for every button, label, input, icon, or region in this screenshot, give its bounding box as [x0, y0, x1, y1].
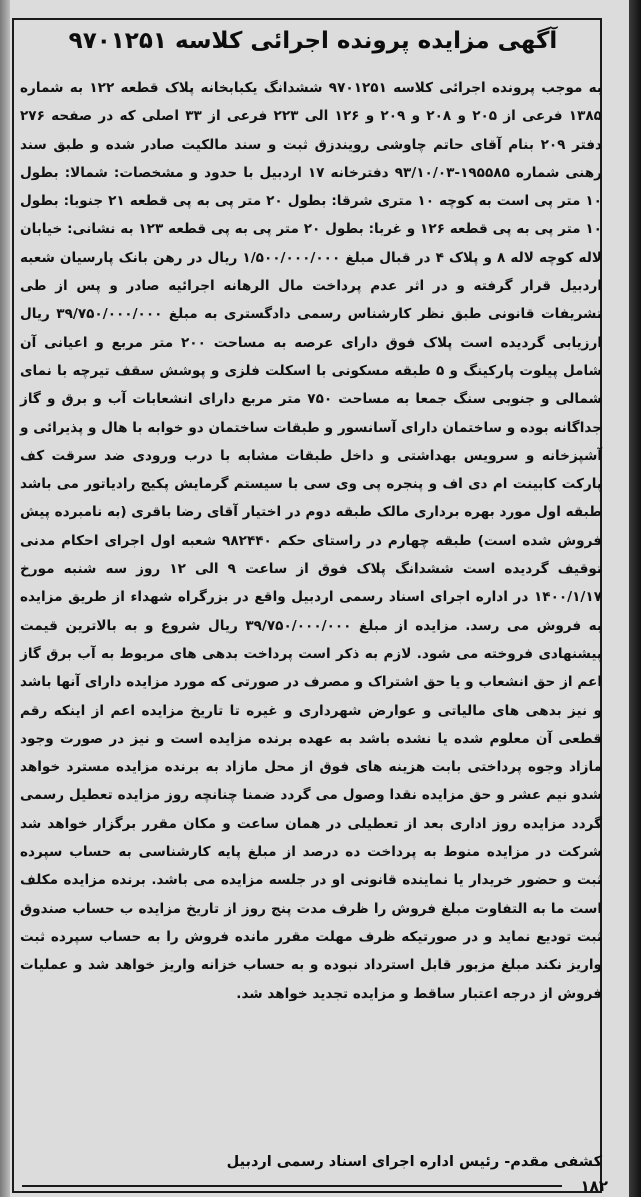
- notice-body: به موجب پرونده اجرائی کلاسه ۹۷۰۱۲۵۱ ششدانگ یکبابخانه پلاک قطعه ۱۲۲ به شماره ۱۳۸۵ فرعی از ۲۰۵ و ۲۰۸ و ۲۰۹ و ۱۲۶ الی ۲۲۳ فرعی از ۳۳ اصلی که در صفحه ۲۷۶ دفتر ۲۰۹ بنام آقای حاتم چاوشی رویندزق ثبت و سند مالکیت صادر شده و طبق سند رهنی شماره ۱۹۵۵۸۵-۹۳/۱۰/۰۳ دفترخانه ۱۷ اردبیل با حدود و مشخصات: شمالا: بطول ۱۰ متر پی است به کوچه ۱۰ متری شرقا: بطول ۲۰ متر پی به پی قطعه ۲۱ جنوبا: بطول ۱۰ متر پی به پی قطعه ۱۲۶ و غربا: بطول ۲۰ متر پی به پی قطعه ۱۲۳ به نشانی: خیابان لاله کوچه لاله ۸ و پلاک ۴ در قبال مبلغ ۱/۵۰۰/۰۰۰/۰۰۰ ریال در رهن بانک پارسیان شعبه اردبیل قرار گرفته و در اثر عدم پرداخت مال الرهانه اجرائیه صادر و پس از طی تشریفات قانونی طبق نظر کارشناس رسمی دادگستری به مبلغ ۳۹/۷۵۰/۰۰۰/۰۰۰ ریال ارزیابی گردیده است پلاک فوق دارای عرصه به مساحت ۲۰۰ متر مربع و اعیانی آن شامل پیلوت پارکینگ و ۵ طبقه مسکونی با اسکلت فلزی و پوشش سقف تیرچه با نمای شمالی و جنوبی سنگ جمعا به مساحت ۷۵۰ متر مربع دارای انشعابات آب و برق و گاز جداگانه بوده و ساختمان دارای آسانسور و طبقات ساختمان دو خوابه با هال و پذیرائی و آشپزخانه و سرویس بهداشتی و داخل طبقات مشابه با درب ورودی ضد سرقت کف پارکت کابینت ام دی اف و پنجره پی وی سی با سیستم گرمایش پکیج رادیاتور می باشد طبقه اول مورد بهره برداری مالک طبقه دوم در اختیار آقای رضا باقری (به نامبرده پیش فروش شده است) طبقه چهارم در راستای حکم ۹۸۲۴۴۰ شعبه اول اجرای احکام مدنی توقیف گردیده است ششدانگ پلاک فوق از ساعت ۹ الی ۱۲ روز سه شنبه مورخ ۱۴۰۰/۱/۱۷ در اداره اجرای اسناد رسمی اردبیل واقع در بزرگراه شهداء از طریق مزایده به فروش می رسد. مزایده از مبلغ ۳۹/۷۵۰/۰۰۰/۰۰۰ ریال شروع و به بالاترین قیمت پیشنهادی فروخته می شود. لازم به ذکر است پرداخت بدهی های مربوط به آب برق گاز اعم از حق انشعاب و یا حق اشتراک و مصرف در صورتی که مورد مزایده دارای آنها باشد و نیز بدهی های مالیاتی و عوارض شهرداری و غیره تا تاریخ مزایده اعم از اینکه رقم قطعی آن معلوم شده یا نشده باشد به عهده برنده مزایده است و نیز در صورت وجود مازاد وجوه پرداختی بابت هزینه های فوق از محل مازاد به برنده مزایده مسترد خواهد شدو نیم عشر و حق مزایده نقدا وصول می گردد ضمنا چنانچه روز مزایده تعطیل رسمی گردد مزایده روز اداری بعد از تعطیلی در همان ساعت و مکان مقرر برگزار خواهد شد شرکت در مزایده منوط به پرداخت ده درصد از مبلغ پایه کارشناسی به حساب سپرده ثبت و حضور خریدار یا نماینده قانونی او در جلسه مزایده می باشد. برنده مزایده مکلف است ما به التفاوت مبلغ فروش را ظرف مدت پنج روز از تاریخ مزایده ب حساب صندوق ثبت تودیع نماید و در صورتیکه ظرف مهلت مقرر مانده فروش را به حساب سپرده ثبت واریز نکند مبلغ مزبور قابل استرداد نبوده و به حساب خزانه واریز خواهد شد و عملیات فروش از درجه اعتبار ساقط و مزایده تجدید خواهد شد.: [20, 80, 603, 1002]
- bottom-rule: [22, 1185, 562, 1187]
- page-number: ۱۸۲: [580, 1177, 608, 1195]
- scan-edge-right: [629, 0, 641, 1197]
- scan-edge-left: [0, 0, 10, 1197]
- notice-title: آگهی مزایده پرونده اجرائی کلاسه ۹۷۰۱۲۵۱: [68, 28, 558, 54]
- notice-signature: کشفی مقدم- رئیس اداره اجرای اسناد رسمی اردبیل: [226, 1154, 602, 1170]
